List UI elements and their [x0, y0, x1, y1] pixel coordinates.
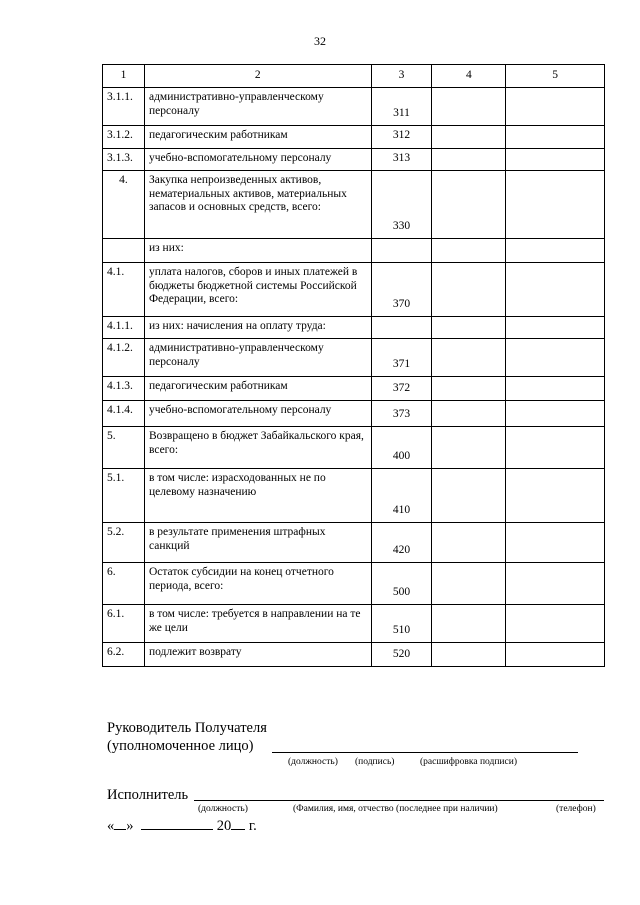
row-number: 4.1.4. [103, 401, 145, 427]
month-blank [141, 829, 213, 830]
table-row [103, 126, 605, 149]
table-row [103, 239, 605, 263]
row-name: подлежит возврату [144, 643, 371, 667]
row-name: уплата налогов, сборов и иных платежей в бюджеты бюджетной системы Российской Федерации, всего: [144, 263, 371, 317]
row-col-4 [432, 401, 506, 427]
row-number: 6. [103, 563, 145, 605]
table-row [103, 605, 605, 643]
executor-label: Исполнитель [107, 787, 189, 803]
row-number: 5.2. [103, 523, 145, 563]
row-code: 313 [371, 148, 432, 171]
row-name: административно-управленческому персоналу [144, 88, 371, 126]
row-col-5 [506, 171, 605, 239]
row-number: 5. [103, 427, 145, 469]
row-name: Остаток субсидии на конец отчетного периода, всего: [144, 563, 371, 605]
row-number: 6.1. [103, 605, 145, 643]
row-col-4 [432, 523, 506, 563]
row-number: 3.1.1. [103, 88, 145, 126]
table-row [103, 88, 605, 126]
date-quote-close: » [126, 818, 134, 834]
row-code: 312 [371, 126, 432, 149]
caption-exec-fio: (Фамилия, имя, отчество (последнее при наличии) [293, 804, 498, 814]
row-number: 3.1.3. [103, 148, 145, 171]
row-number: 4. [103, 171, 145, 239]
row-col-5 [506, 263, 605, 317]
row-number: 4.1.3. [103, 377, 145, 401]
row-number: 4.1.1. [103, 317, 145, 339]
row-col-5 [506, 339, 605, 377]
row-code: 400 [371, 427, 432, 469]
row-code: 410 [371, 469, 432, 523]
row-col-5 [506, 643, 605, 667]
row-col-4 [432, 317, 506, 339]
row-number: 6.2. [103, 643, 145, 667]
table-row [103, 523, 605, 563]
row-name: из них: начисления на оплату труда: [144, 317, 371, 339]
row-name: в результате применения штрафных санкций [144, 523, 371, 563]
row-col-5 [506, 377, 605, 401]
row-name: Возвращено в бюджет Забайкальского края, всего: [144, 427, 371, 469]
row-col-5 [506, 469, 605, 523]
header-col-3: 3 [371, 65, 432, 88]
table-row [103, 317, 605, 339]
row-col-5 [506, 148, 605, 171]
row-col-5 [506, 126, 605, 149]
row-col-5 [506, 317, 605, 339]
table-row [103, 401, 605, 427]
row-name: в том числе: требуется в направлении на те же цели [144, 605, 371, 643]
row-col-4 [432, 643, 506, 667]
executor-line [194, 800, 604, 801]
row-name: педагогическим работникам [144, 126, 371, 149]
table-row [103, 339, 605, 377]
row-col-4 [432, 469, 506, 523]
table-row [103, 643, 605, 667]
caption-position: (должность) [288, 757, 338, 767]
year-blank [231, 829, 245, 830]
row-name: в том числе: израсходованных не по целевому назначению [144, 469, 371, 523]
row-code [371, 239, 432, 263]
row-number [103, 239, 145, 263]
row-name: учебно-вспомогательному персоналу [144, 401, 371, 427]
row-col-5 [506, 523, 605, 563]
row-number: 5.1. [103, 469, 145, 523]
caption-exec-phone: (телефон) [556, 804, 596, 814]
table-row [103, 377, 605, 401]
row-code: 510 [371, 605, 432, 643]
header-col-4: 4 [432, 65, 506, 88]
head-title-line2: (уполномоченное лицо) [107, 738, 254, 754]
day-blank [114, 829, 126, 830]
row-col-4 [432, 148, 506, 171]
row-name: педагогическим работникам [144, 377, 371, 401]
head-title-line1: Руководитель Получателя [107, 720, 267, 736]
table-row [103, 171, 605, 239]
report-table [102, 64, 605, 667]
row-code: 311 [371, 88, 432, 126]
row-col-5 [506, 563, 605, 605]
row-col-4 [432, 171, 506, 239]
row-col-5 [506, 605, 605, 643]
row-code: 520 [371, 643, 432, 667]
row-code: 330 [371, 171, 432, 239]
row-name: из них: [144, 239, 371, 263]
date-year-prefix: 20 [216, 818, 232, 834]
row-code: 500 [371, 563, 432, 605]
row-code: 373 [371, 401, 432, 427]
row-col-5 [506, 401, 605, 427]
row-col-4 [432, 126, 506, 149]
date-line [107, 818, 257, 835]
row-col-4 [432, 239, 506, 263]
row-number: 4.1.2. [103, 339, 145, 377]
header-col-2: 2 [144, 65, 371, 88]
row-code: 370 [371, 263, 432, 317]
row-col-4 [432, 427, 506, 469]
table-row [103, 469, 605, 523]
row-code: 371 [371, 339, 432, 377]
row-name: учебно-вспомогательному персоналу [144, 148, 371, 171]
row-col-5 [506, 88, 605, 126]
date-quote-open: « [107, 818, 115, 834]
row-code: 372 [371, 377, 432, 401]
table-row [103, 563, 605, 605]
table-row [103, 263, 605, 317]
row-col-4 [432, 605, 506, 643]
head-signature-line [272, 752, 578, 753]
row-col-4 [432, 377, 506, 401]
row-col-4 [432, 88, 506, 126]
row-name: Закупка непроизведенных активов, нематериальных активов, материальных запасов и основных средств, всего: [144, 171, 371, 239]
table-row [103, 148, 605, 171]
row-col-4 [432, 263, 506, 317]
header-col-5: 5 [506, 65, 605, 88]
row-number: 4.1. [103, 263, 145, 317]
row-code [371, 317, 432, 339]
row-col-4 [432, 563, 506, 605]
row-col-5 [506, 239, 605, 263]
caption-decode: (расшифровка подписи) [420, 757, 517, 767]
table-header-row [103, 65, 605, 88]
row-col-4 [432, 339, 506, 377]
row-number: 3.1.2. [103, 126, 145, 149]
page-number: 32 [314, 34, 326, 48]
row-code: 420 [371, 523, 432, 563]
date-year-suffix: г. [248, 818, 257, 834]
header-col-1: 1 [103, 65, 145, 88]
caption-exec-position: (должность) [198, 804, 248, 814]
row-col-5 [506, 427, 605, 469]
table-row [103, 427, 605, 469]
caption-signature: (подпись) [355, 757, 395, 767]
row-name: административно-управленческому персоналу [144, 339, 371, 377]
